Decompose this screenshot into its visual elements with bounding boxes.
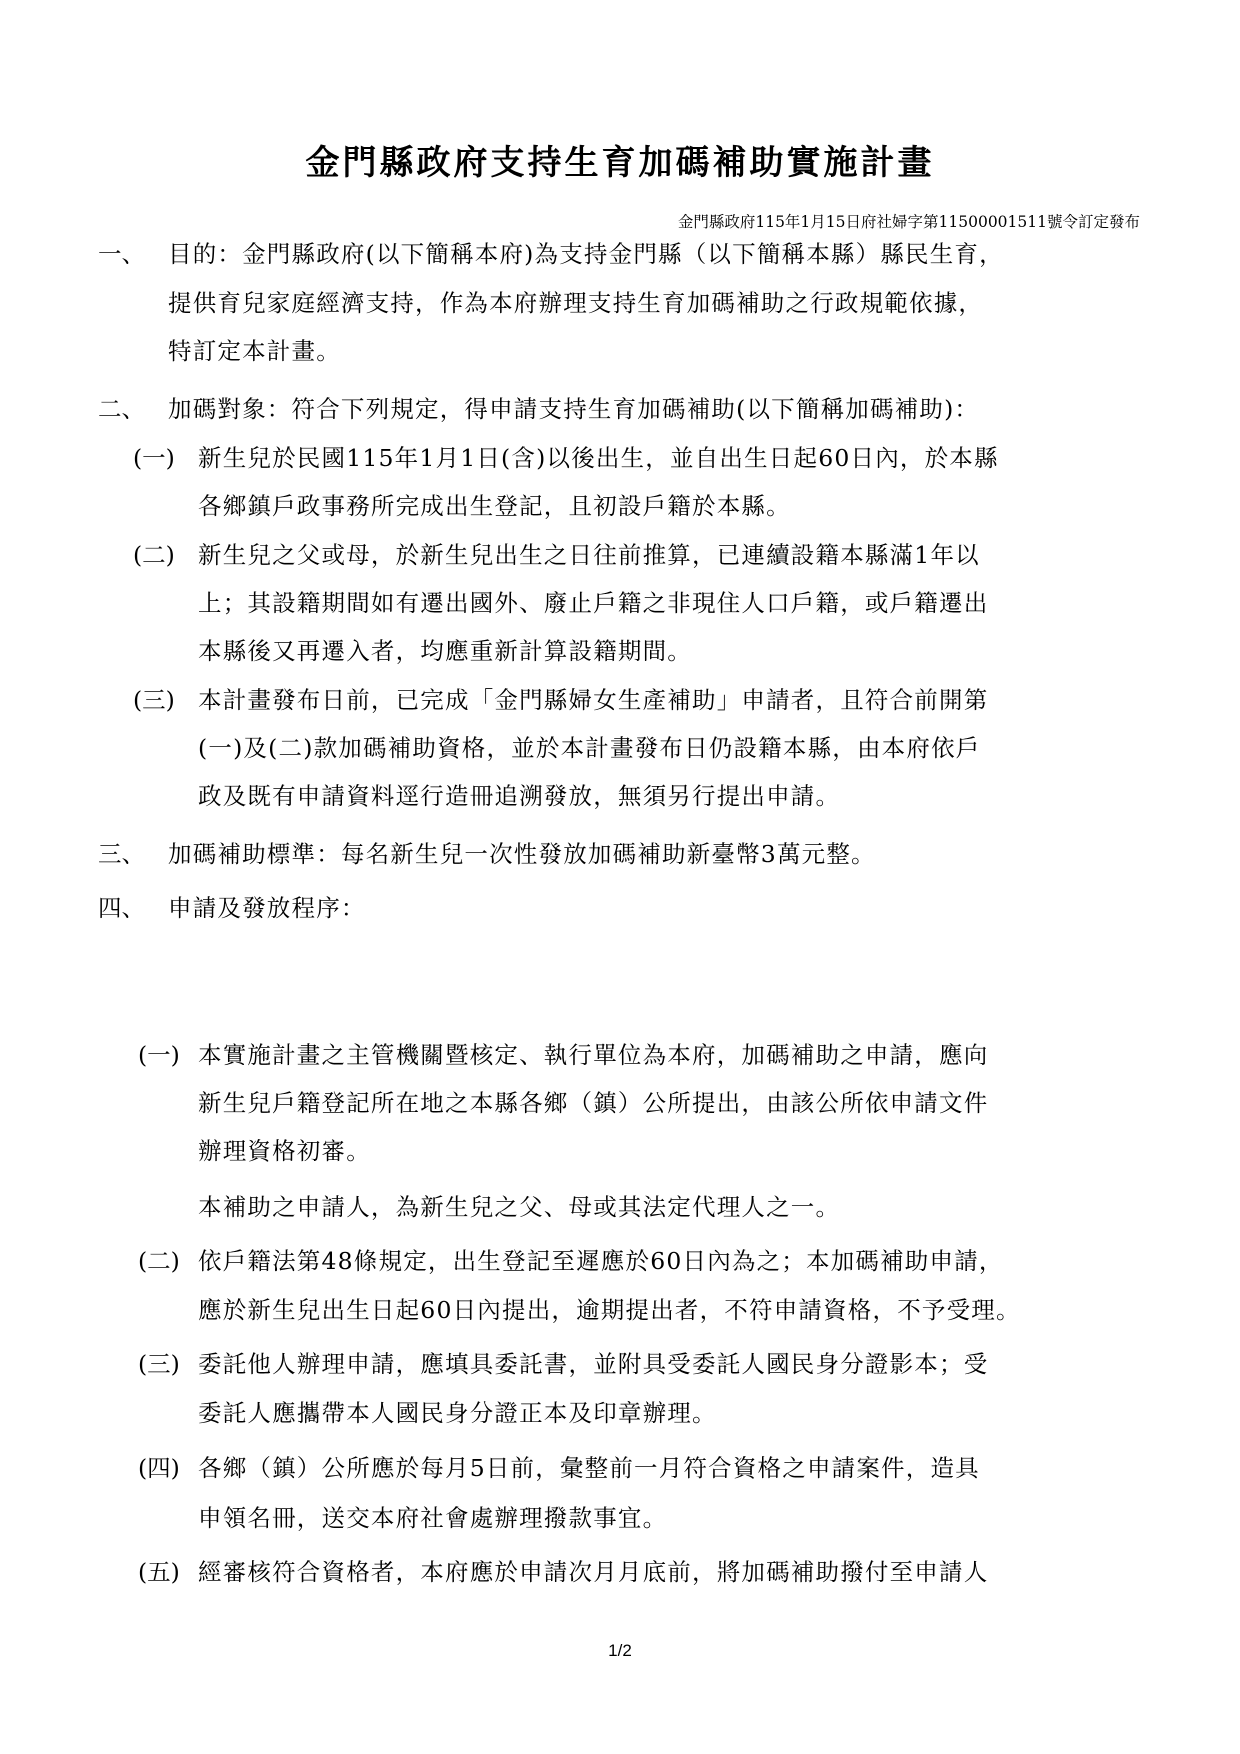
- section-4-item-4-line-2: 申領名冊，送交本府社會處辦理撥款事宜。: [198, 1504, 668, 1532]
- section-4-item-2-line-1: 依戶籍法第48條規定，出生登記至遲應於60日內為之；本加碼補助申請，: [198, 1247, 1004, 1275]
- section-4-item-1-line-2: 新生兒戶籍登記所在地之本縣各鄉（鎮）公所提出，由該公所依申請文件: [198, 1089, 989, 1117]
- section-4-item-2-line-2: 應於新生兒出生日起60日內提出，逾期提出者，不符申請資格，不予受理。: [198, 1296, 1021, 1324]
- section-2-marker: 二、: [98, 395, 145, 423]
- section-4-item-4-marker: (四): [138, 1454, 180, 1482]
- section-2-item-2-marker: (二): [133, 541, 175, 569]
- section-4-line-1: 申請及發放程序：: [168, 894, 366, 922]
- document-title: 金門縣政府支持生育加碼補助實施計畫: [305, 143, 935, 183]
- section-4-item-1-line-3: 辦理資格初審。: [198, 1137, 371, 1165]
- section-2-item-3-marker: (三): [133, 686, 175, 714]
- section-4-item-4-line-1: 各鄉（鎮）公所應於每月5日前，彙整前一月符合資格之申請案件，造具: [198, 1454, 980, 1482]
- section-2-item-2-line-3: 本縣後又再遷入者，均應重新計算設籍期間。: [198, 637, 692, 665]
- section-2-item-3-line-3: 政及既有申請資料逕行造冊追溯發放，無須另行提出申請。: [198, 782, 841, 810]
- section-2-item-2-line-1: 新生兒之父或母，於新生兒出生之日往前推算，已連續設籍本縣滿1年以: [198, 541, 980, 569]
- section-1-line-2: 提供育兒家庭經濟支持，作為本府辦理支持生育加碼補助之行政規範依據，: [168, 289, 984, 317]
- section-4-item-1-marker: (一): [138, 1041, 180, 1069]
- section-1-line-3: 特訂定本計畫。: [168, 337, 341, 365]
- section-4-marker: 四、: [98, 894, 145, 922]
- section-1-marker: 一、: [98, 240, 145, 268]
- section-4-item-5-marker: (五): [138, 1558, 180, 1586]
- issuance-note: 金門縣政府115年1月15日府社婦字第11500001511號令訂定發布: [677, 213, 1140, 231]
- section-2-item-1-marker: (一): [133, 444, 175, 472]
- section-2-item-1-line-1: 新生兒於民國115年1月1日(含)以後出生，並自出生日起60日內，於本縣: [198, 444, 999, 472]
- page-number: 1/2: [608, 1641, 632, 1660]
- section-4-item-1-line-1: 本實施計畫之主管機關暨核定、執行單位為本府，加碼補助之申請，應向: [198, 1041, 989, 1069]
- section-4-item-3-line-1: 委託他人辦理申請，應填具委託書，並附具受委託人國民身分證影本；受: [198, 1350, 989, 1378]
- section-3-marker: 三、: [98, 840, 145, 868]
- section-4-item-5-line-1: 經審核符合資格者，本府應於申請次月月底前，將加碼補助撥付至申請人: [198, 1558, 989, 1586]
- section-4-item-3-line-2: 委託人應攜帶本人國民身分證正本及印章辦理。: [198, 1399, 717, 1427]
- section-2-item-1-line-2: 各鄉鎮戶政事務所完成出生登記，且初設戶籍於本縣。: [198, 492, 791, 520]
- section-2-line-1: 加碼對象：符合下列規定，得申請支持生育加碼補助(以下簡稱加碼補助)：: [168, 395, 980, 423]
- section-4-item-2-marker: (二): [138, 1247, 180, 1275]
- section-2-item-2-line-2: 上；其設籍期間如有遷出國外、廢止戶籍之非現住人口戶籍，或戶籍遷出: [198, 589, 989, 617]
- section-1-line-1: 目的：金門縣政府(以下簡稱本府)為支持金門縣（以下簡稱本縣）縣民生育，: [168, 240, 1004, 268]
- section-2-item-3-line-1: 本計畫發布日前，已完成「金門縣婦女生產補助」申請者，且符合前開第: [198, 686, 989, 714]
- section-2-item-3-line-2: (一)及(二)款加碼補助資格，並於本計畫發布日仍設籍本縣，由本府依戶: [198, 734, 981, 762]
- section-3-line-1: 加碼補助標準：每名新生兒一次性發放加碼補助新臺幣3萬元整。: [168, 840, 876, 868]
- section-4-item-3-marker: (三): [138, 1350, 180, 1378]
- section-4-item-1-line-4: 本補助之申請人，為新生兒之父、母或其法定代理人之一。: [198, 1193, 841, 1221]
